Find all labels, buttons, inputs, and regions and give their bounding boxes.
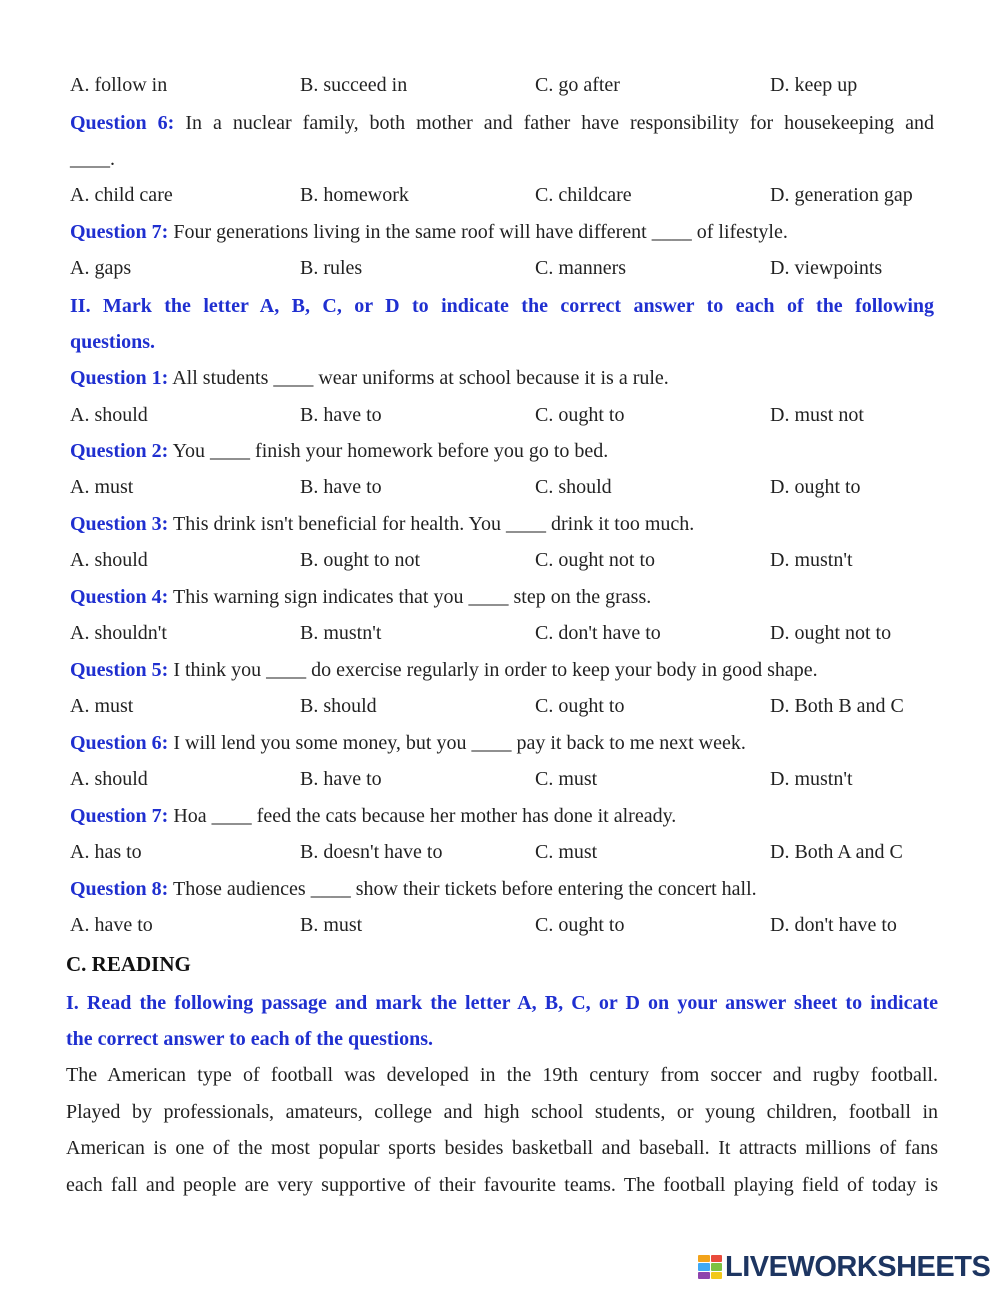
option-c: C. manners [535,257,627,279]
option-a: A. gaps [70,257,132,279]
question-text [70,512,694,536]
option-a: A. has to [70,841,142,863]
option-d: D. keep up [770,74,858,96]
question-body: This warning sign indicates that you ____ step on the grass. [168,586,652,608]
question-text [70,877,757,901]
option-b: B. rules [300,257,363,279]
question-text [70,804,676,828]
question-body: All students ____ wear uniforms at school because it is a rule. [168,367,669,389]
option-b: B. succeed in [300,74,408,96]
question-body: In a nuclear family, both mother and father have responsibility for housekeeping and [174,112,934,134]
option-a: A. must [70,476,134,498]
option-c: C. ought not to [535,549,656,571]
question-text [70,366,669,390]
reading-instruction: I. Read the following passage and mark the letter A, B, C, or D on your answer sheet to indicate [66,992,938,1014]
option-d: D. mustn't [770,768,853,790]
option-c: C. must [535,768,598,790]
question-label: Question 7: [70,805,169,827]
option-b: B. doesn't have to [300,841,443,863]
reading-instruction-cont: the correct answer to each of the questions. [66,1028,433,1050]
option-c: C. ought to [535,404,625,426]
option-d: D. generation gap [770,184,913,206]
question-text [70,439,608,463]
question-text [70,220,788,244]
question-body: You ____ finish your homework before you go to bed. [168,440,609,462]
question-label: Question 8: [70,878,169,900]
option-b: B. have to [300,768,382,790]
option-d: D. Both B and C [770,695,904,717]
option-d: D. ought to [770,476,861,498]
question-body: I will lend you some money, but you ____ pay it back to me next week. [168,732,746,754]
option-b: B. homework [300,184,409,206]
option-d: D. Both A and C [770,841,903,863]
option-c: C. go after [535,74,620,96]
option-d: D. don't have to [770,914,897,936]
option-b: B. ought to not [300,549,421,571]
option-c: C. ought to [535,695,625,717]
question-text [70,731,746,755]
liveworksheets-logo [698,1250,991,1283]
section-instruction-cont: questions. [70,331,156,353]
option-d: D. must not [770,404,864,426]
option-c: C. should [535,476,612,498]
passage-line: The American type of football was developed in the 19th century from soccer and rugby football. [66,1064,938,1086]
passage-line: each fall and people are very supportive of their favourite teams. The football playing field of today is [66,1174,938,1196]
question-label: Question 7: [70,221,169,243]
option-d: D. ought not to [770,622,892,644]
option-b: B. have to [300,476,382,498]
question-body: This drink isn't beneficial for health. You ____ drink it too much. [168,513,695,535]
option-a: A. should [70,768,148,790]
option-b: B. must [300,914,363,936]
option-c: C. ought to [535,914,625,936]
logo-icon [698,1255,722,1279]
question-label: Question 6: [70,112,175,134]
option-d: D. mustn't [770,549,853,571]
passage-line: Played by professionals, amateurs, college and high school students, or young children, football in [66,1101,938,1123]
option-b: B. mustn't [300,622,382,644]
question-body: Those audiences ____ show their tickets before entering the concert hall. [168,878,757,900]
question-text [70,658,818,682]
option-c: C. must [535,841,598,863]
option-a: A. should [70,404,148,426]
question-label: Question 1: [70,367,169,389]
option-a: A. have to [70,914,153,936]
passage-line: American is one of the most popular sports besides basketball and baseball. It attracts millions of fans [66,1137,938,1159]
section-instruction: II. Mark the letter A, B, C, or D to indicate the correct answer to each of the following [70,295,934,317]
question-label: Question 4: [70,586,169,608]
option-a: A. follow in [70,74,168,96]
option-d: D. viewpoints [770,257,883,279]
option-b: B. should [300,695,377,717]
option-a: A. child care [70,184,173,206]
question-body: I think you ____ do exercise regularly in order to keep your body in good shape. [168,659,818,681]
question-text-cont: ____. [70,148,115,170]
question-label: Question 3: [70,513,169,535]
section-heading: C. READING [66,952,191,976]
option-a: A. shouldn't [70,622,167,644]
question-label: Question 2: [70,440,169,462]
question-text [70,111,934,135]
question-label: Question 6: [70,732,169,754]
option-a: A. should [70,549,148,571]
option-a: A. must [70,695,134,717]
question-text [70,585,651,609]
option-c: C. don't have to [535,622,661,644]
question-body: Four generations living in the same roof will have different ____ of lifestyle. [168,221,788,243]
question-label: Question 5: [70,659,169,681]
logo-text: LIVEWORKSHEETS [725,1250,991,1283]
option-c: C. childcare [535,184,632,206]
question-body: Hoa ____ feed the cats because her mother has done it already. [168,805,677,827]
option-b: B. have to [300,404,382,426]
